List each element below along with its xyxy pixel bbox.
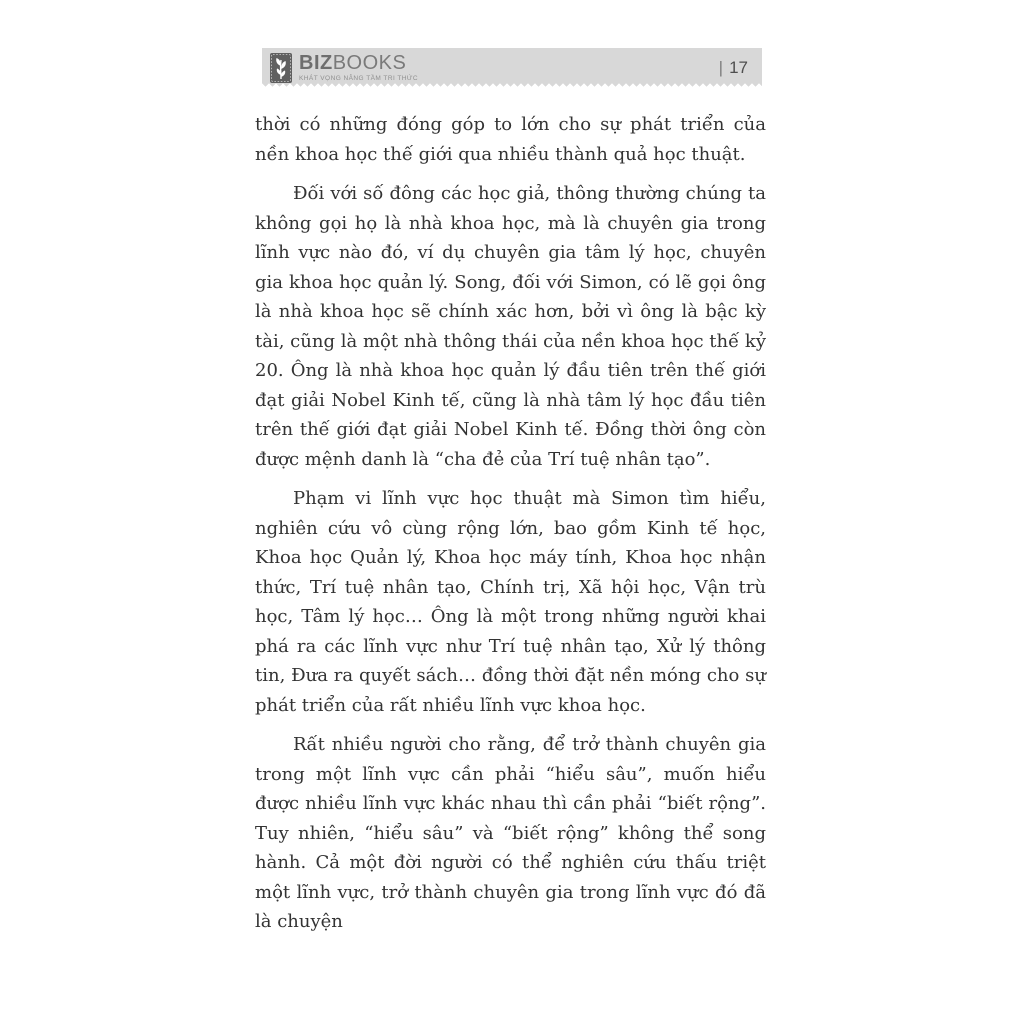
paragraph-1: thời có những đóng góp to lớn cho sự phát triển của nền khoa học thế giới qua nhiều thành quả học thuật. bbox=[255, 114, 766, 165]
header-bar bbox=[262, 48, 762, 87]
book-plant-icon bbox=[270, 53, 292, 83]
logo-wordmark-books: BOOKS bbox=[332, 51, 407, 74]
logo-tagline: KHÁT VỌNG NÂNG TẦM TRI THỨC bbox=[299, 74, 419, 82]
logo-wordmark bbox=[299, 53, 418, 73]
logo-wordmark-biz: BIZ bbox=[299, 51, 333, 74]
page-number-value: 17 bbox=[729, 57, 748, 77]
page-number bbox=[719, 58, 748, 78]
bizbooks-logo bbox=[270, 53, 418, 83]
paragraph-3: Phạm vi lĩnh vực học thuật mà Simon tìm hiểu, nghiên cứu vô cùng rộng lớn, bao gồm Kinh tế học, Khoa học Quản lý, Khoa học máy tính, Khoa học nhận thức, Trí tuệ nhân tạo, Chính trị, Xã hội học, Vận trù học, Tâm lý học… Ông là một trong những người khai phá ra các lĩnh vực như Trí tuệ nhân tạo, Xử lý thông tin, Đưa ra quyết sách… đồng thời đặt nền móng cho sự phát triển của rất nhiều lĩnh vực khoa học. bbox=[255, 488, 766, 716]
page-body bbox=[255, 110, 766, 947]
paragraph-2: Đối với số đông các học giả, thông thường chúng ta không gọi họ là nhà khoa học, mà là chuyên gia trong lĩnh vực nào đó, ví dụ chuyên gia tâm lý học, chuyên gia khoa học quản lý. Song, đối với Simon, có lẽ gọi ông là nhà khoa học sẽ chính xác hơn, bởi vì ông là bậc kỳ tài, cũng là một nhà thông thái của nền khoa học thế kỷ 20. Ông là nhà khoa học quản lý đầu tiên trên thế giới đạt giải Nobel Kinh tế, cũng là nhà tâm lý học đầu tiên trên thế giới đạt giải Nobel Kinh tế. Đồng thời ông còn được mệnh danh là “cha đẻ của Trí tuệ nhân tạo”. bbox=[255, 183, 766, 470]
page-number-separator: | bbox=[718, 57, 724, 77]
logo-text-wrap bbox=[299, 53, 418, 83]
paragraph-4: Rất nhiều người cho rằng, để trở thành chuyên gia trong một lĩnh vực cần phải “hiểu sâu”, muốn hiểu được nhiều lĩnh vực khác nhau thì cần phải “biết rộng”. Tuy nhiên, “hiểu sâu” và “biết rộng” không thể song hành. Cả một đời người có thể nghiên cứu thấu triệt một lĩnh vực, trở thành chuyên gia trong lĩnh vực đó đã là chuyện bbox=[255, 734, 766, 932]
